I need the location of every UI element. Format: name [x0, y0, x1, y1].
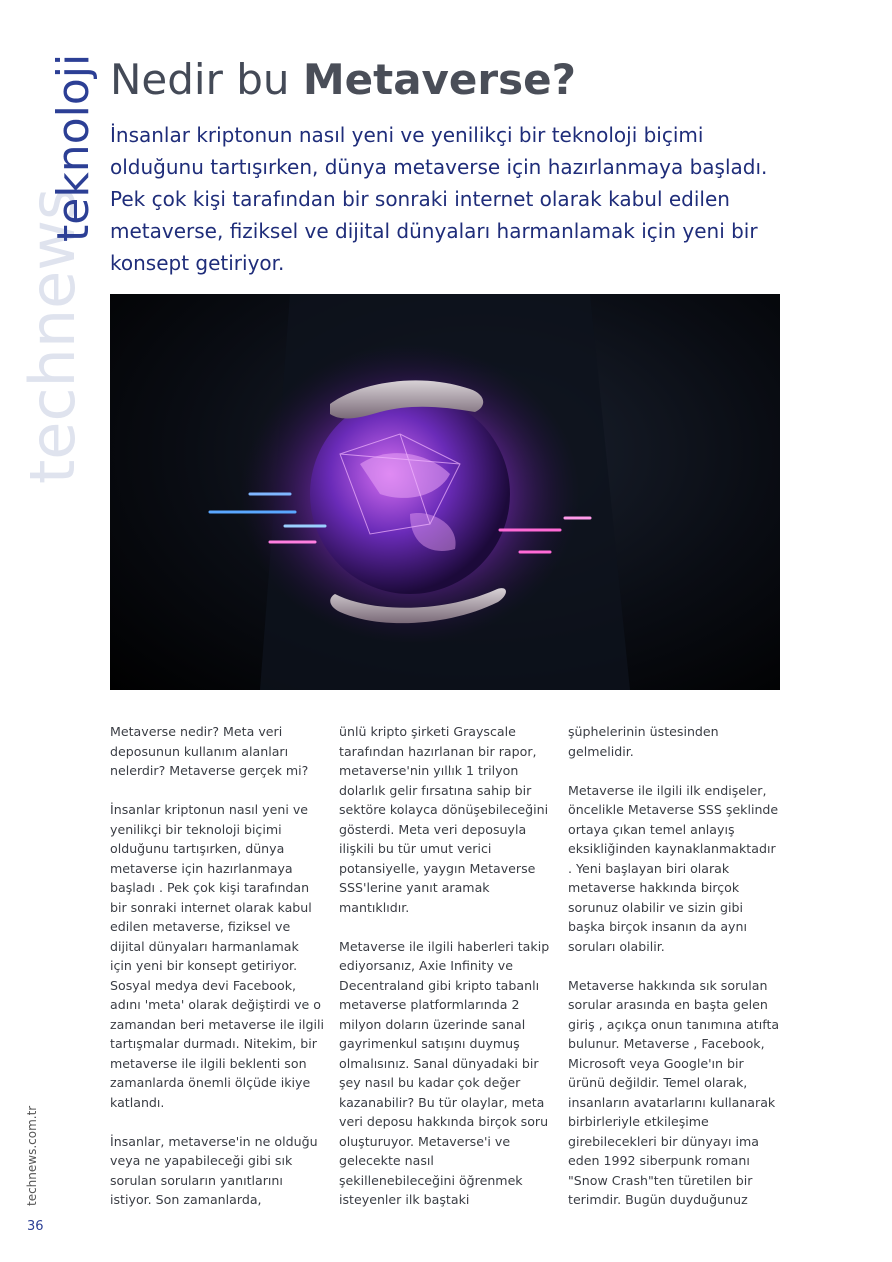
- title-bold: Metaverse?: [302, 55, 576, 104]
- brand-technews-vertical: technews: [16, 187, 89, 484]
- hands-holding-globe-illustration: [110, 294, 780, 690]
- section-label-vertical: teknoloji: [48, 53, 99, 242]
- footer-url: technews.com.tr: [25, 1105, 39, 1206]
- column-3: [568, 722, 782, 1229]
- paragraph: İnsanlar, metaverse'in ne olduğu veya ne yapabileceği gibi sık sorulan soruların yanıtlarını istiyor. Son zamanlarda,: [110, 1133, 318, 1207]
- paragraph: İnsanlar kriptonun nasıl yeni ve yenilikçi bir teknoloji biçimi olduğunu tartışırken, dünya metaverse için hazırlanmaya başladı . Pek çok kişi tarafından bir sonraki internet olarak kabul edilen metaverse, fiziksel ve dijital dünyaları harmanlamak için yeni bir konsept getiriyor. Sosyal medya devi Facebook, adını 'meta' olarak değiştirdi ve o zamandan beri metaverse ile ilgili tartışmalar durmadı. Nitekim, bir metaverse ile ilgili beklenti son zamanlarda önemli ölçüde ikiye katlandı.: [110, 802, 325, 1110]
- column-2: [339, 722, 553, 1229]
- paragraph: Metaverse nedir? Meta veri deposunun kullanım alanları nelerdir? Metaverse gerçek mi?: [110, 724, 309, 778]
- page-number: 36: [27, 1219, 44, 1234]
- column-1: [110, 722, 324, 1229]
- title-light: Nedir bu: [110, 55, 303, 104]
- hero-image: [110, 294, 780, 690]
- article-lead: İnsanlar kriptonun nasıl yeni ve yenilikçi bir teknoloji biçimi olduğunu tartışırken, dünya metaverse için hazırlanmaya başladı. Pek çok kişi tarafından bir sonraki internet olarak kabul edilen metaverse, fiziksel ve dijital dünyaları harmanlamak için yeni bir konsept getiriyor.: [110, 123, 768, 275]
- paragraph: ünlü kripto şirketi Grayscale tarafından hazırlanan bir rapor, metaverse'nin yıllık 1 trilyon dolarlık gelir fırsatına sahip bir sektöre kolayca dönüşebileceğini gösterdi. Meta veri deposuyla ilişkili bu tür umut verici potansiyelle, yaygın Metaverse SSS'lerine yanıt aramak mantıklıdır.: [339, 724, 549, 915]
- paragraph: Metaverse ile ilgili ilk endişeler, öncelikle Metaverse SSS şeklinde ortaya çıkan temel anlayış eksikliğinden kaynaklanmaktadır . Yeni başlayan biri olarak metaverse hakkında birçok sorunuz olabilir ve sizin gibi başka birçok insanın da aynı soruları olabilir.: [568, 782, 779, 954]
- paragraph: Metaverse hakkında sık sorulan sorular arasında en başta gelen giriş , açıkça onun tanımına atıfta bulunur. Metaverse , Facebook, Microsoft veya Google'ın bir ürünü değildir. Temel olarak, insanların avatarlarını kullanarak birbirleriyle etkileşime girebilecekleri bir dünyayı ima eden 1992 siberpunk romanı "Snow Crash"ten türetilen bir terimdir. Bugün duyduğunuz: [568, 977, 780, 1207]
- paragraph: şüphelerinin üstesinden gelmelidir.: [568, 724, 719, 759]
- article-body: [110, 722, 780, 1222]
- article-title: [110, 50, 810, 110]
- paragraph: Metaverse ile ilgili haberleri takip ediyorsanız, Axie Infinity ve Decentraland gibi kripto tabanlı metaverse platformlarında 2 milyon doların üzerinde sanal gayrimenkul satışını duymuş olmalısınız. Sanal dünyadaki bir şey nasıl bu kadar çok değer kazanabilir? Bu tür olaylar, meta veri deposu hakkında birçok soru oluşturuyor. Metaverse'i ve gelecekte nasıl şekillenebileceğini öğrenmek isteyenler ilk baştaki: [339, 938, 550, 1207]
